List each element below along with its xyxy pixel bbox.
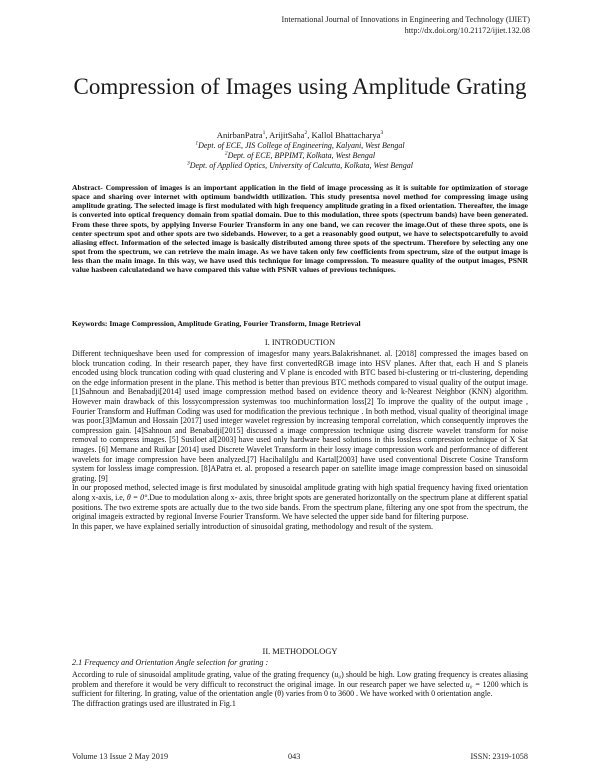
intro-paragraph-2	[72, 483, 528, 521]
affiliation-1	[60, 141, 540, 151]
affiliation-2-sup: 2	[224, 150, 228, 157]
footer-volume: Volume 13 Issue 2 May 2019	[72, 752, 169, 761]
author-3: Kallol Bhattacharya	[311, 130, 381, 140]
subsection-heading-2-1: 2.1 Frequency and Orientation Angle selection for grating :	[72, 658, 269, 667]
affiliation-1-sup: 1	[195, 140, 199, 147]
affiliation-3	[60, 161, 540, 171]
intro-paragraph-1: Different techniqueshave been used for compression of imagesfor many years.Balakrishnanet. al. [2018] compressed the images based on block truncation coding. In their research paper, they have first convertedRGB image into HSV planes. After that, each H and S planeis encoded using block truncation coding with quad clustering and V plane is encoded with BTC based bi-clustering or tri-clustering, depending on the edge information present in the plane. This method is better than previous BTC methods compared to visual quality of the output image.[1]Sahnoun and Benabadji[2014] used image compression method based on evidence theory and k-Nearest Neighbor (KNN) algorithm. However main drawback of this lossycompression systemwas too muchinformation loss[2] To improve the quality of the output image , Fourier Transform and Huffman Coding was used for modification the previous technique . In both method, visual quality of theoriginal image was poor.[3]Mamun and Hossain [2017] used integer wavelet regression by increasing temporal correlation, which consequently improves the compression gain. [4]Sahnoun and Benabadji[2015] discussed a image compression technique using discrete wavelet transform for noise removal to compress images. [5] Susiloet al[2003] have used only hardware based solutions in this lossless compression technique of X Sat images. [6] Memane and Ruikar [2014] used Discrete Wavelet Transform in their lossy image compression work and performance of different wavelets for image compression have been analyzed.[7] Hacihalilglu and Kartal[2003] have used conventional Discrete Cosine Transform system for lossless image compression. [8]APatra et. al. proposed a research paper on satellite image image compression based on sinusoidal grating. [9]	[72, 349, 528, 483]
intro-paragraph-2a: In our proposed method, selected image is first modulated by sinusoidal amplitude grating with high spatial frequency having fixed orientation along x-axis, i.e,	[72, 483, 528, 502]
author-1: AnirbanPatra	[216, 130, 263, 140]
paper-title: Compression of Images using Amplitude Grating	[73, 74, 527, 99]
footer-page-number: 043	[288, 752, 301, 761]
intro-paragraph-3: In this paper, we have explained serially introduction of sinusoidal grating, methodology and result of the system.	[72, 521, 433, 531]
methodology-body	[72, 670, 528, 708]
keywords: Keywords: Image Compression, Amplitude Grating, Fourier Transform, Image Retrieval	[72, 319, 361, 328]
journal-name: International Journal of Innovations in Engineering and Technology (IJIET)	[281, 15, 530, 24]
method-paragraph-1a: According to rule of sinusoidal amplitude grating, value of the grating frequency (	[72, 670, 335, 679]
affiliations	[60, 141, 540, 170]
affiliation-3-sup: 3	[186, 159, 190, 166]
author-3-sup: 3	[380, 130, 384, 137]
method-paragraph-1b: ) should be high. Low grating frequency is creates aliasing problem and therefore it would be very difficult to reconstruct the original image. In our research paper we have selected	[72, 670, 528, 689]
affiliation-2	[60, 151, 540, 161]
author-1-sup: 1	[262, 130, 266, 137]
affiliation-1-text: Dept. of ECE, JIS College of Engineering, Kalyani, West Bengal	[198, 141, 405, 150]
abstract: Abstract- Compression of images is an important application in the field of image processing as it is suitable for optimization of storage space and sharing over internet with optimum bandwidth utilization. This study presentsa novel method for compressing image using amplitude grating. The selected image is first modulated with high frequency amplitude grating in a fixed orientation. Thereafter, the image is converted into optical frequency domain from spatial domain. Due to this modulation, three spots (spectrum bands) have been generated. From these three spots, by applying Inverse Fourier Transform in any one band, we can recover the image.Out of these three spots, one is center spectrum spot and other spots are two sidebands. However, to a get a reasonably good output, we have to selectspotcarefully to avoid aliasing effect. Information of the selected image is basically distributed among three spots of the spectrum. Therefore by selecting any one spot from the spectrum, we can retrieve the main image. As we have taken only few coefficients from spectrum, size of the output image is less than the main image. In this way, we have used this technique for image compression. To measure quality of the output images, PSNR value hasbeen calculatedand we have compared this value with PSNR values of previous techniques.	[72, 183, 528, 275]
method-paragraph-1	[72, 670, 528, 699]
author-2: ArijitSaha	[269, 130, 305, 140]
theta-equation: θ = 0°	[126, 492, 148, 502]
u0-equation: u₀ =	[465, 679, 481, 689]
author-2-sup: 2	[304, 130, 308, 137]
section-heading-introduction: I. INTRODUCTION	[264, 338, 336, 347]
affiliation-3-text: Dept. of Applied Optics, University of Calcutta, Kolkata, West Bengal	[189, 160, 414, 170]
footer-issn: ISSN: 2319-1058	[470, 752, 528, 761]
affiliation-2-text: Dept. of ECE, BPPIMT, Kolkata, West Bengal	[227, 150, 376, 160]
introduction-body	[72, 349, 528, 531]
method-paragraph-2: The diffraction gratings used are illustrated in Fig.1	[72, 698, 236, 708]
doi-link[interactable]: http://dx.doi.org/10.21172/ijiet.132.08	[404, 26, 530, 35]
section-heading-methodology: II. METHODOLOGY	[262, 647, 338, 656]
author-list: AnirbanPatra$^1$, ArijitSaha$^2$, Kallol Bhattacharya$^3$	[216, 130, 384, 140]
method-paragraph-1c: 1200 which is sufficient for filtering. In grating, value of the orientation angle (θ) varies from 0 to 3600 . We have worked with 0 orientation angle.	[72, 679, 529, 699]
intro-paragraph-2b: .Due to modulation along x- axis, three bright spots are generated horizontally on the spectrum plane at different spatial positions. The two extreme spots are actually due to the two side bands. From the spectrum plane, filtering any one spot from the spectrum, the original imageis extracted by regional Inverse Fourier Transform. We have selected the upper side band for filtering purpose.	[72, 492, 529, 522]
journal-header	[282, 14, 530, 36]
u0-symbol: u₀	[334, 670, 342, 679]
